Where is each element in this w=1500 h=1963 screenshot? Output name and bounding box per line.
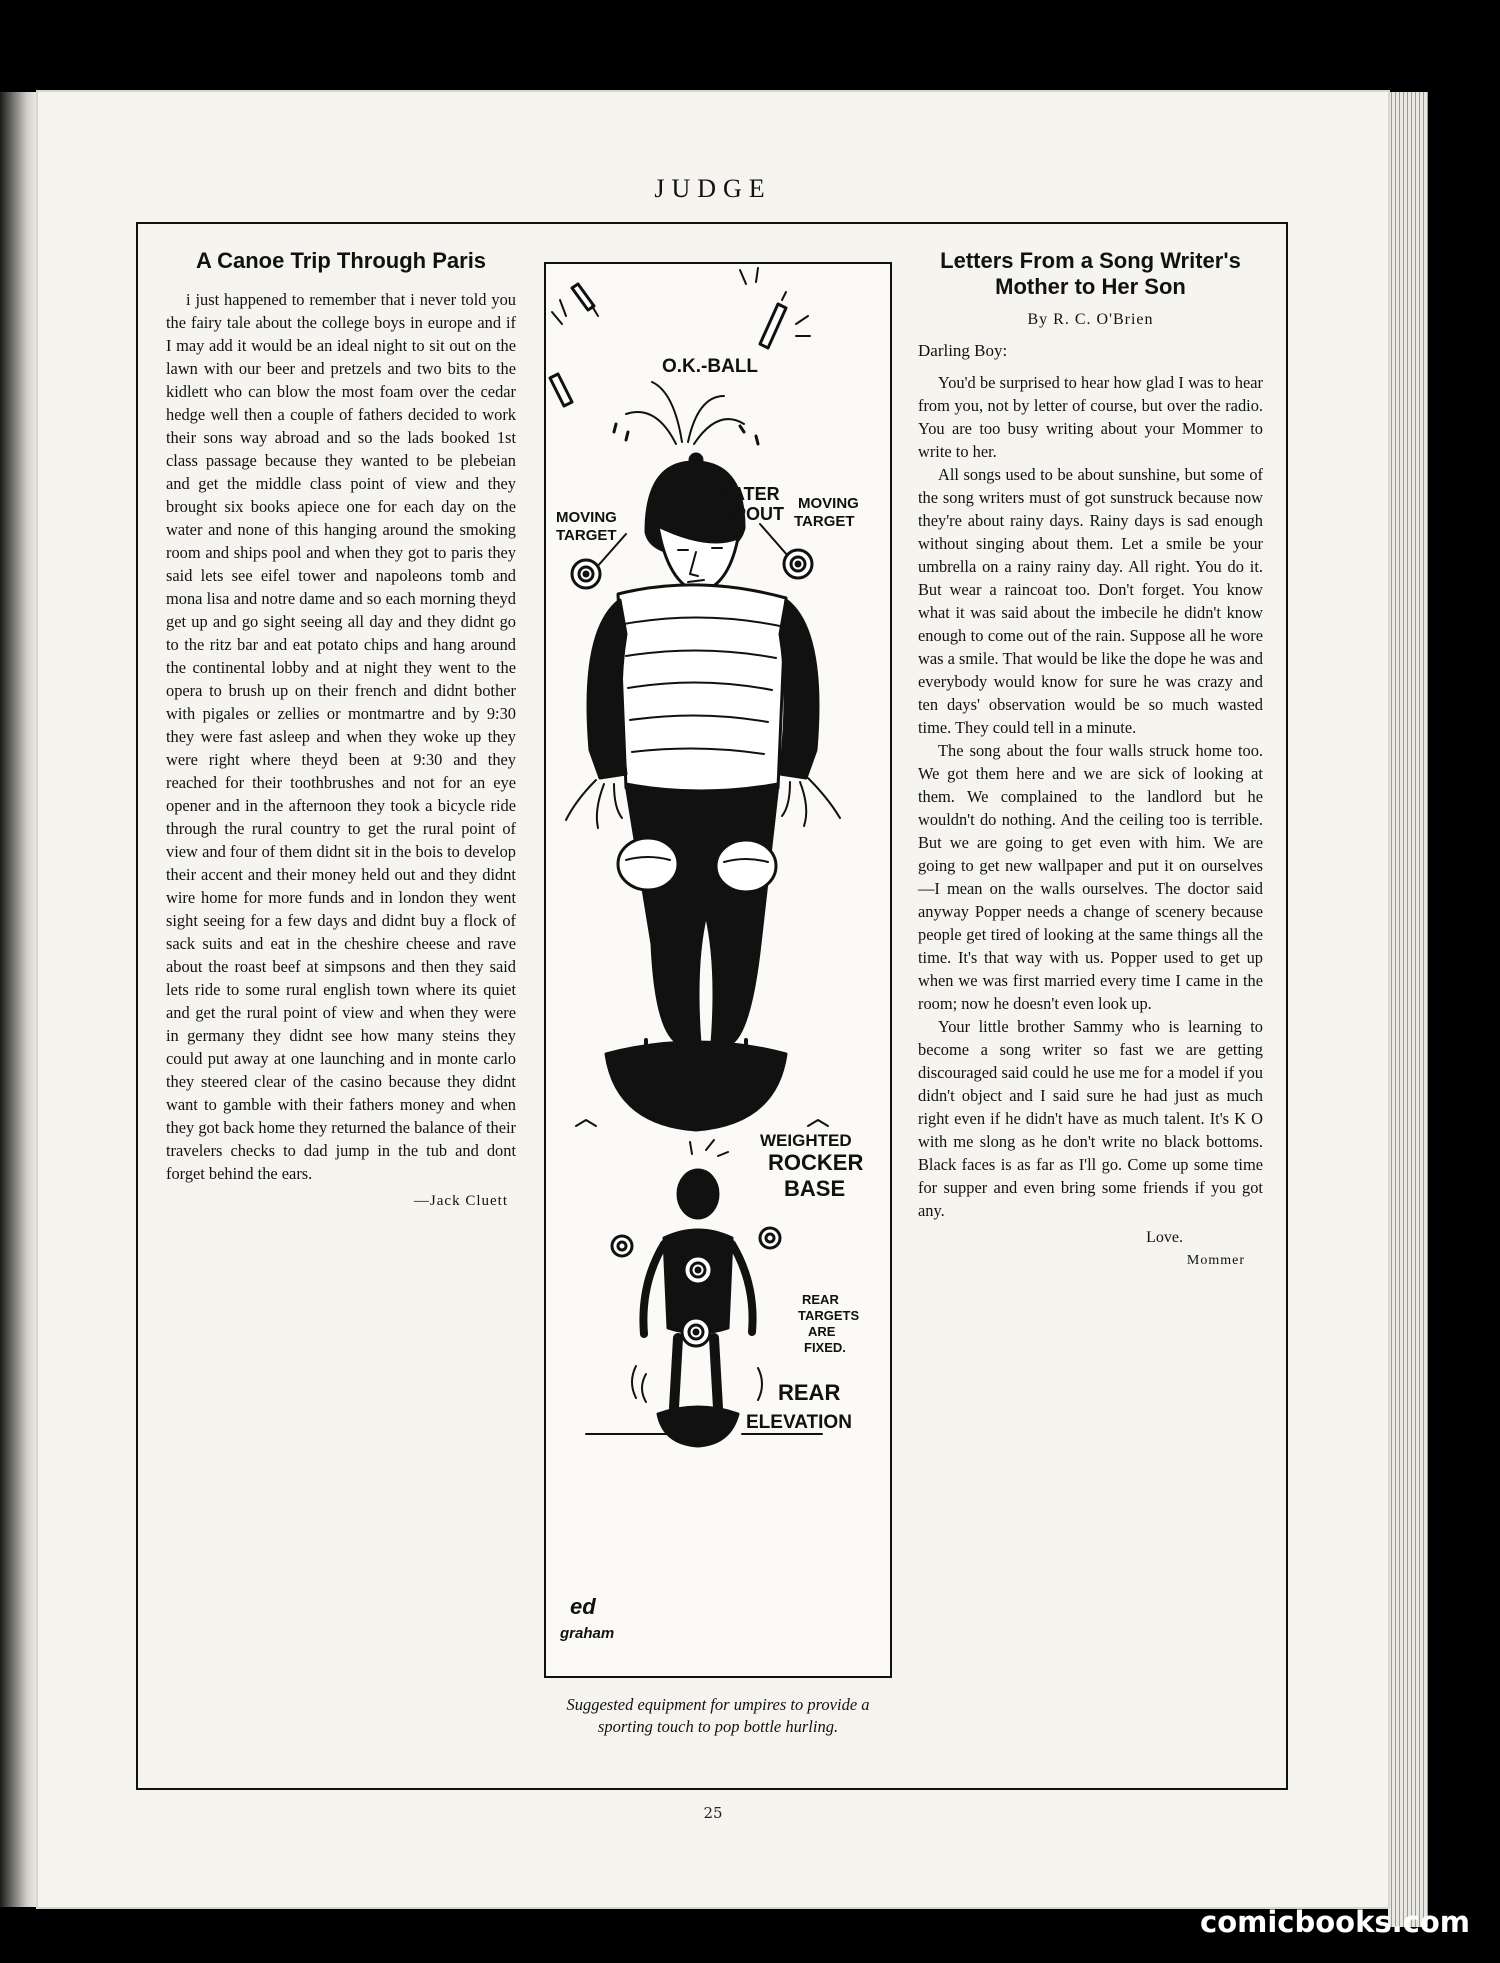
letter-salutation: Darling Boy: (918, 340, 1008, 360)
right-article-body (918, 371, 1263, 1222)
label-moving-target-right-1: MOVING (798, 495, 859, 512)
letter-paragraph-2: All songs used to be about sunshine, but some of the song writers must of got sunstruck because now they're about rainy days. Rainy days is sad enough without singing about them. Let a smile be your umbrella on a rainy rainy day. All right. You do it. But wear a raincoat too. Don't forget. You know what it was said about the imbecile he didn't know enough to come out of the rain. Suppose all he wore was a smile. That would be like the dope he was and everybody would know for sure he was crazy and ten days' observation would be so much wasted time. They could tell in a minute. (918, 464, 1263, 737)
rocker-base (576, 1040, 828, 1130)
umpire-cartoon-illustration (546, 264, 890, 1676)
label-rear-3: ARE (808, 1324, 836, 1339)
magazine-page (38, 92, 1388, 1907)
left-article-paragraph: i just happened to remember that i never told you the fairy tale about the college boys in europe and if I may add it would be an ideal night to sit out on the lawn with our beer and pretzels and two bits to the kidlett who can blow the most foam over the cedar hedge well then a couple of fathers decided to work their sons way abroad and so the lads booked 1st class passage because they wanted to be plebeian and get the middle class point of view and they brought six books apiece one for each day on the water and none of this hanging around the smoking room and ships pool and when they got to paris they said lets see eifel tower and napoleons tomb and mona lisa and notre dame and so each morning theyd get up and go sight seeing all day and they didnt go to the ritz bar and eat potato chips and hang around the continental lobby and at night they went to the opera to brush up on their french and didnt bother with pigales or zellies or montmartre and by 9:30 they were fast asleep and when they woke up they were right where theyd been at 9:30 and they reached for their toothbrushes and not for an eye opener and in the afternoon they took a bicycle ride through the rural country to get the rural point of view and four of them didnt sit in the bois to develop their accent and their money held out and they didnt wire home for more funds and in london they went sight seeing for a few days and didnt buy a flock of sack suits and eat in the cheshire cheese and rave about the roast beef at simpsons and then they said lets ride to some rural english town where its quiet and get the rural point of view and when they were in germany they didnt see how many steins they could put away at one launching and in monte carlo they steered clear of the casino because they didnt want to gamble with their fathers money and when they got back home they returned the balance of their travelers checks to dad jump in the tub and dont forget behind the ears. (166, 290, 516, 1184)
right-article-byline: By R. C. O'Brien (1027, 310, 1154, 328)
label-moving-target-left-1: MOVING (556, 509, 617, 526)
content-frame (136, 222, 1288, 1790)
target-right-icon (760, 524, 812, 578)
left-article-title: A Canoe Trip Through Paris (195, 248, 487, 273)
letter-closing: Love. (1146, 1228, 1183, 1246)
watermark: comicbooks.com (1200, 1905, 1470, 1939)
bottle-icon (550, 374, 572, 406)
label-rear-elevation-2: ELEVATION (746, 1412, 852, 1433)
label-moving-target-left-2: TARGET (556, 527, 617, 544)
label-moving-target-right-2: TARGET (794, 513, 855, 530)
bottle-icon (572, 284, 598, 316)
letter-paragraph-1: You'd be surprised to hear how glad I was to hear from you, not by letter of course, but over the radio. You are too busy writing about your Mommer to write to her. (918, 372, 1263, 461)
cartoon-panel (544, 262, 892, 1678)
page-number: 25 (703, 1804, 723, 1822)
cartoon-caption: Suggested equipment for umpires to provide a sporting touch to pop bottle hurling. (566, 1695, 870, 1736)
page-stack-edge (1388, 92, 1428, 1927)
letter-paragraph-3: The song about the four walls struck home too. We got them here and we are sick of looking at them. We complained to the landlord but he wouldn't do nothing. And the ceiling too is terrible. But we are going to get even with him. We are going to get new wallpaper and put it on ourselves—I mean on the walls ourselves. The doctor said anyway Popper needs a change of scenery because people get tired of looking at the same things all the time. It's that way with us. Popper used to get up when we was first married every time I came in the room; now he doesn't even look up. (918, 740, 1263, 1013)
right-article (918, 248, 1263, 1272)
letter-paragraph-4: Your little brother Sammy who is learning to become a song writer so fast we are getting discouraged said could he use me for a model if you didn't object and I said sure he had just as much right even if he didn't have as much talent. It's K O with me slong as he don't write no black bottoms. Black faces is as far as I'll go. Come up some time for supper and even bring some friends if you got any. (918, 1016, 1263, 1220)
label-water-spout-1: WATER (716, 484, 780, 504)
label-ok-ball: O.K.-BALL (662, 356, 759, 377)
label-base: BASE (784, 1176, 846, 1201)
bottle-icon (760, 292, 786, 348)
label-water-spout-2: SPOUT (722, 504, 785, 524)
artist-signature-1: ed (570, 1594, 596, 1619)
left-article-byline: —Jack Cluett (413, 1193, 508, 1210)
label-rear-2: TARGETS (798, 1308, 860, 1323)
book-spine-shadow (0, 92, 38, 1907)
label-weighted: WEIGHTED (760, 1131, 852, 1150)
left-article-body (166, 288, 516, 1185)
right-article-title: Letters From a Song Writer's Mother to Her Son (940, 248, 1241, 300)
letter-signature: Mommer (1186, 1252, 1245, 1268)
left-article (166, 248, 516, 1210)
label-rocker: ROCKER (768, 1150, 864, 1175)
label-rear-1: REAR (802, 1292, 839, 1307)
masthead: JUDGE (654, 174, 772, 203)
label-rear-4: FIXED. (804, 1340, 846, 1355)
chest-protector (618, 585, 786, 800)
artist-signature-2: graham (560, 1625, 615, 1642)
label-rear-elevation-1: REAR (778, 1380, 841, 1405)
